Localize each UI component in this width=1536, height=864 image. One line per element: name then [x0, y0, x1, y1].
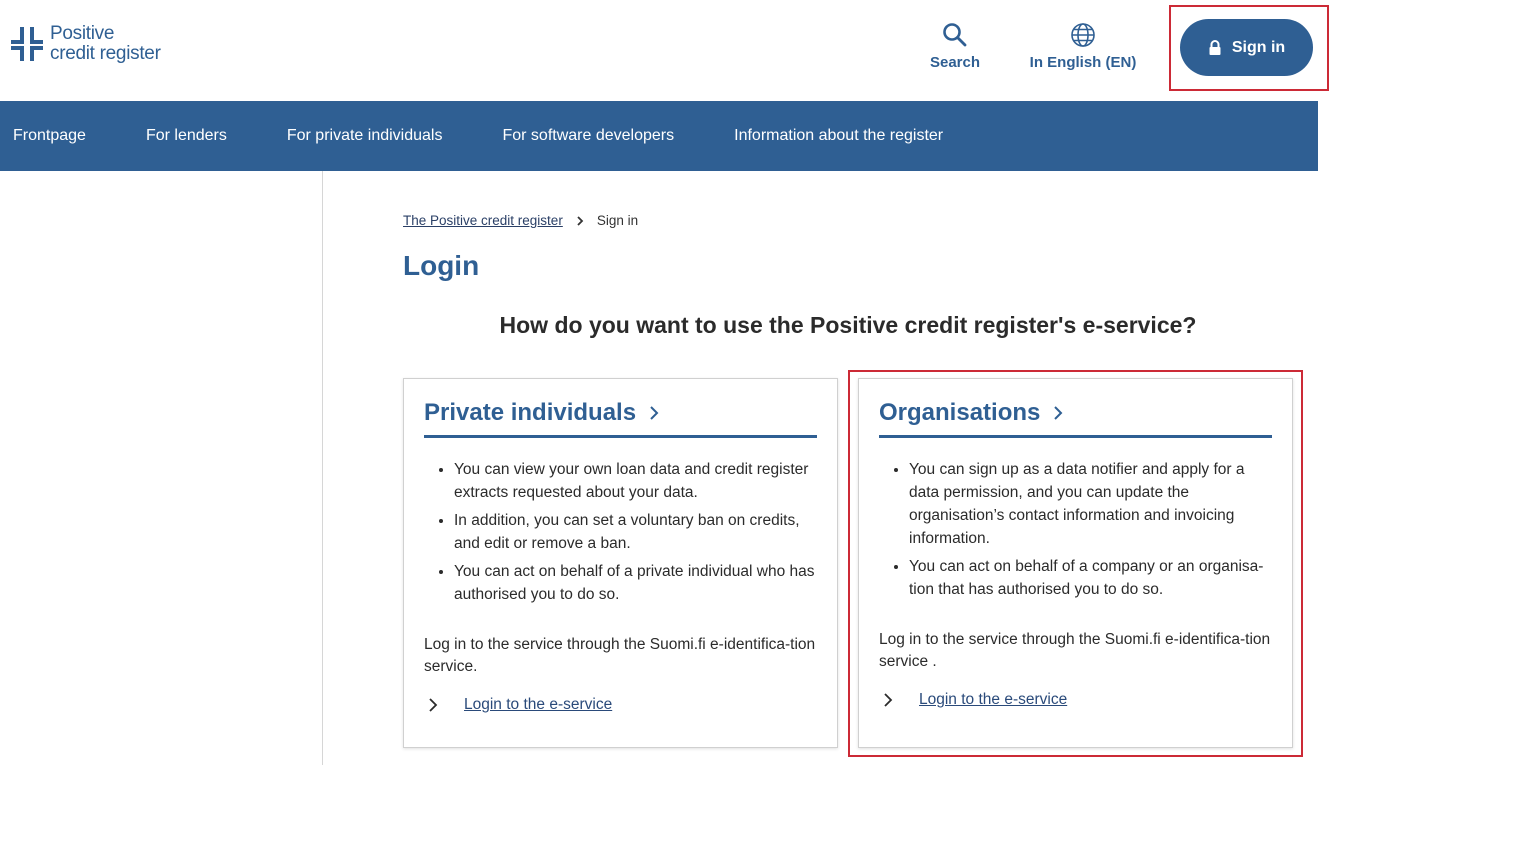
search-icon	[942, 22, 968, 48]
search-button[interactable]	[922, 22, 988, 71]
logo-line-1: Positive	[50, 23, 115, 44]
chevron-right-icon	[424, 697, 464, 713]
card-private-title-text: Private individuals	[424, 399, 637, 426]
logo-text	[50, 24, 161, 64]
chevron-right-icon	[879, 692, 919, 708]
nav-item-information-about-register[interactable]: Information about the register	[734, 127, 944, 144]
list-item: • You can act on behalf of a company or an organisa-tion that has authorised you to do so.	[909, 555, 1272, 601]
site-header	[0, 0, 1318, 101]
card-private-bullets	[424, 458, 817, 606]
card-org-bullets	[879, 458, 1272, 601]
chevron-right-icon	[575, 215, 585, 227]
nav-item-for-lenders[interactable]: For lenders	[145, 127, 227, 144]
list-item: • You can view your own loan data and credit register extracts requested about your data.	[454, 458, 817, 504]
card-private-title[interactable]	[424, 399, 817, 438]
lock-icon	[1208, 40, 1222, 56]
card-organisations	[858, 378, 1293, 748]
chevron-right-icon	[1052, 405, 1064, 421]
breadcrumb-current: Sign in	[596, 213, 639, 228]
sign-in-button[interactable]	[1180, 19, 1313, 76]
nav-item-for-software-developers[interactable]: For software developers	[502, 127, 675, 144]
breadcrumb	[403, 213, 638, 228]
card-private-note: Log in to the service through the Suomi.fi e-identifica-tion service.	[424, 636, 816, 675]
private-login-link[interactable]: Login to the e-service	[464, 696, 613, 713]
sidebar-divider	[322, 171, 323, 765]
list-item: • In addition, you can set a voluntary ban on credits, and edit or remove a ban.	[454, 509, 817, 555]
nav-item-for-private-individuals[interactable]: For private individuals	[286, 127, 443, 144]
card-org-note: Log in to the service through the Suomi.fi e-identifica-tion service .	[879, 631, 1271, 670]
card-org-title-text: Organisations	[879, 399, 1041, 426]
nav-item-frontpage[interactable]: Frontpage	[13, 127, 86, 144]
language-label: In English (EN)	[1029, 54, 1137, 71]
card-private-individuals	[403, 378, 838, 748]
org-login-link[interactable]: Login to the e-service	[919, 691, 1068, 708]
card-org-title[interactable]	[879, 399, 1272, 438]
sign-in-label: Sign in	[1231, 38, 1286, 56]
list-item: • You can sign up as a data notifier and apply for a data permission, and you can update the organisation’s contact information and invoicing information.	[909, 458, 1272, 550]
breadcrumb-home-link[interactable]: The Positive credit register	[403, 213, 563, 228]
logo-line-2: credit register	[50, 43, 161, 64]
page-title: Login	[403, 250, 480, 281]
chevron-right-icon	[648, 405, 660, 421]
card-org-login	[879, 691, 1272, 709]
globe-icon	[1070, 22, 1096, 48]
card-private-login	[424, 696, 817, 714]
language-selector[interactable]	[1026, 22, 1140, 71]
logo-mark-icon	[8, 25, 46, 63]
list-item: • You can act on behalf of a private individual who has authorised you to do so.	[454, 560, 817, 606]
page-question: How do you want to use the Positive credit register's e-service?	[499, 312, 1197, 338]
main-nav	[0, 101, 1318, 171]
search-label: Search	[929, 54, 981, 71]
site-logo[interactable]	[8, 24, 161, 64]
